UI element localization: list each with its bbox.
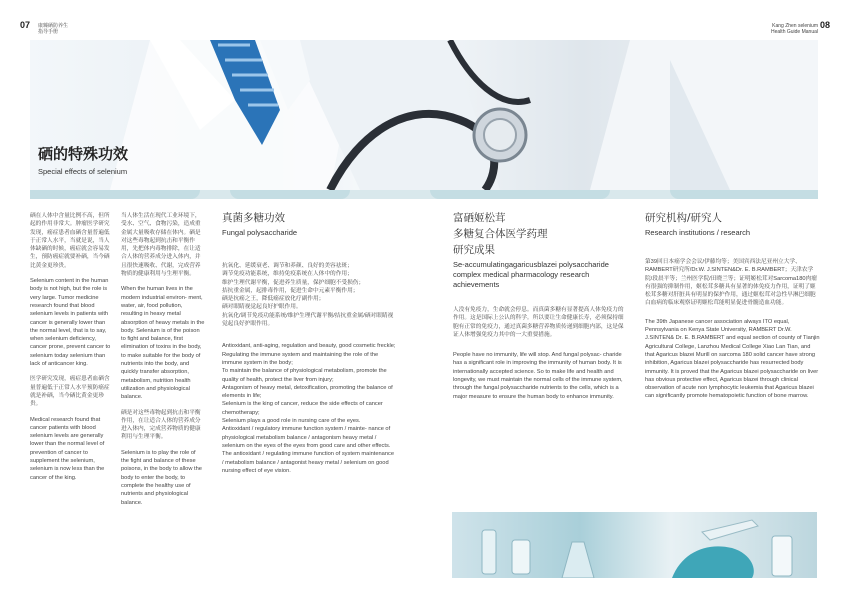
fungal-en-line: Selenium is the king of cancer, reduce the side effects of cancer chemotherapy;: [222, 401, 383, 416]
fungal-en-list: [222, 342, 397, 475]
right-page-number: 08: [819, 20, 830, 30]
fungal-cn-line: 抗氧化、延缓衰老、调节和养颜、良好的美容祛斑；: [222, 263, 353, 269]
right-header-caption: Kang Zhen selenium Health Guide Manual: [771, 23, 818, 35]
laboratory-image: [452, 512, 817, 578]
hero-title: 硒的特殊功效: [38, 145, 129, 163]
decorative-strip: [30, 190, 818, 199]
agaricus-cn-paragraph: 人没有免疫力，生命就会停息。而真菌多糖有显著提高人体免疫力的作用。这是国际上公认的科学。所以要让生命健康长寿，必须保持细胞有正常的免疫力，通过真菌多糖营养物质传递到细胞内部，这是保证人体增强免疫力其中的一大重要措施。: [453, 307, 624, 338]
fungal-en-line: Regulating the immune system and maintaining the role of the immune system in the body;: [222, 351, 379, 366]
col2-en-paragraph-1: When the human lives in the modern industrial environ- ment, water, air, food pollution, resulting in heavy metal absorption of heavy metals in the body. Selenium is of the poison to fight and balance, first elimination of toxins in the body, to make suitable for the body of nutrients into the body, and quickly transfer absorption, metabolism, nutrition health utilization and physiological balance.: [121, 286, 205, 401]
fungal-en-line: To maintain the balance of physiological metabolism, promote the quality of health, protect the liver from injury;: [222, 368, 387, 383]
fungal-cn-line: 调节免疫功能系统，维持免疫系统在人体中的作用；: [222, 271, 353, 278]
left-page-number: 07: [20, 20, 31, 30]
research-institutions-title-en: Research institutions / research: [645, 228, 751, 237]
col2-cn-paragraph-1: 当人体生活在现代工业环境下，受水、空气、食物污染，造成重金属大量吸收存储在体内。硒是对这些毒物起到抗击和平衡作用，先把体内毒物排除，在让适合人体的营养成分进入体内，并且很快速吸收、代谢，完成营养物质的健康利用与生理平衡。: [121, 213, 201, 278]
col1-en-paragraph-1: Selenium content in the human body is not high, but the role is very large. Tumor medicine research found that blood selenium levels in patients with cancer is generally lower than the normal level, that is to say, when selenium deficiency, cancer prone, prevent cancer to selenium today selenium than lack of anticancer king.: [30, 278, 111, 368]
col2-cn-paragraph-2: 硒是对这些毒物起到抗击和平衡作用，在让适合人体的营养成分进入体内，完成营养物质的健康利用与生理平衡。: [121, 409, 201, 441]
doctor-stethoscope-image: [30, 40, 818, 190]
col1-cn-paragraph-2: 医学研究发现，癌症患者血硒含量普遍低于正常人水平预防癌症就是补硒，当今硒比黄金更珍贵。: [30, 376, 110, 408]
fungal-polysaccharide-title-cn: 真菌多糖功效: [222, 212, 285, 224]
research-cn-paragraph: 第39回日本癌学会会议/伊藤均等；美国宾西法尼亚州立大学、RAMBERT研究所/Dr.W. J.SINTEN&Dr. E. B.RAMBERT；天津农学院/段晨平等；兰州医学院/田晓兰等；证明姬松茸对Sarcoma180肉瘤有很强的抑制作用，姬松茸多糖具有显著的体免疫力作用，证明了姬松茸多糖对肝脏具有明显的保护作用，通过姬松茸对急性早淋巴细胞白血病的临床观察证明姬松茸能明显促进骨髓造血功能。: [645, 259, 817, 307]
fungal-cn-line: 抗氧化/调节免疫功能系统/维护生理代谢平衡/拮抗重金属/硒对眼睛视觉起良好护眼作用。: [222, 312, 394, 328]
fungal-en-line: Antioxidant / regulatory immune function system / mainte- nance of physiological metabolism balance / antagonism heavy metal / selenium on the eyes of the eyes from good care and other effects.: [222, 426, 391, 449]
agaricus-title-en: Se-accumulatingagaricusblazei polysaccharide complex medical pharmacology research achievements: [453, 260, 609, 289]
col2-en-paragraph-2: Selenium is to play the role of the fight and balance of these poisons, in the body to allow the body to enter the body, to complete the healthy use of nutrients and physiological balance.: [121, 449, 202, 506]
column-2: [121, 212, 205, 514]
left-header-caption: 康臻硒防养生 指导手册: [38, 23, 69, 35]
column-5: [645, 210, 820, 408]
column-3: [222, 210, 397, 475]
fungal-cn-list: [222, 262, 397, 328]
fungal-en-line: Antioxidant, anti-aging, regulation and beauty, good cosmetic freckle;: [222, 343, 396, 350]
column-1: [30, 212, 113, 489]
fungal-en-line: The antioxidant / regulating immune function of system maintenance / metabolism balance / antagonist heavy metal / selenium on good nursing effect of eye vision.: [222, 451, 394, 474]
fungal-en-line: Antagonism of heavy metal, detoxification, promoting the balance of elements in life;: [222, 384, 393, 400]
research-en-paragraph: The 39th Japanese cancer association always ITO equal, Pennsylvania on Kenya State University, RAMBERT Dr.W. J.SINTEN& Dr. E. B.RAMBERT and equal section of county of Tianjin Agricultural College, Lanzhou Medical College Xiao Lan Tian, and that Agaricus blazei Murill on sarcoma 180 solid cancer have strong inhibition, Agaricus blazei polysaccharide has resurrected body immunity. It is proved that the Agaricus blazei polysaccharide on liver has obvious protective effect, Agaricus blazei through clinical observation of acute non lymphocytic leukemia that Agaricus blazei can significantly promote hematopoietic function of bone marrow.: [645, 318, 820, 400]
research-institutions-title-cn: 研究机构/研究人: [645, 212, 723, 224]
column-4: [453, 210, 628, 408]
col1-en-paragraph-2: Medical research found that cancer patients with blood selenium levels are generally lower than the normal level of prevention of cancer to supplement the selenium, selenium is now less than the cancer of the king.: [30, 416, 105, 481]
agaricus-title-cn-1: 富硒姬松茸: [453, 212, 506, 224]
fungal-cn-line: 硒是抗癌之王，降低癌症放化疗副作用；: [222, 296, 325, 303]
col1-cn-paragraph-1: 硒在人体中含量比例不高，但所起的作用非常大。肿瘤医学研究发现，癌症患者血硒含量普遍低于正常人水平，当就是说，当人体缺硒的时候，癌症就会容易发生，预防癌症就要补硒，当今硒比黄金更珍贵。: [30, 213, 110, 269]
hero-banner: [30, 40, 818, 190]
fungal-cn-line: 维护生理代谢平衡，促进养生质量，保护细胞不受损伤；: [222, 279, 365, 286]
agaricus-en-paragraph: People have no immunity, life will stop. And fungal polysac- charide has a significant role in improving the immunity of human body. It is internationally accepted science. So to make life and health and longevity, we must maintain the normal cells of the immune system, through the fungal polysaccharide nutrients to the cells, which is a major measure to ensure the human body to enhance immunity.: [453, 352, 623, 400]
hero-subtitle: Special effects of selenium: [38, 167, 128, 176]
agaricus-title-cn-3: 研究成果: [453, 244, 495, 256]
fungal-en-line: Selenium plays a good role in nursing care of the eyes.: [222, 418, 361, 425]
agaricus-title-cn-2: 多糖复合体医学药理: [453, 228, 548, 240]
fungal-polysaccharide-title-en: Fungal polysaccharide: [222, 228, 298, 237]
fungal-cn-line: 拮抗重金属，起排毒作用，促进生命中元素平衡作用；: [222, 287, 359, 294]
fungal-cn-line: 硒对眼睛视觉起良好护眼作用。: [222, 304, 302, 311]
lab-scene-graphic: [452, 512, 817, 578]
